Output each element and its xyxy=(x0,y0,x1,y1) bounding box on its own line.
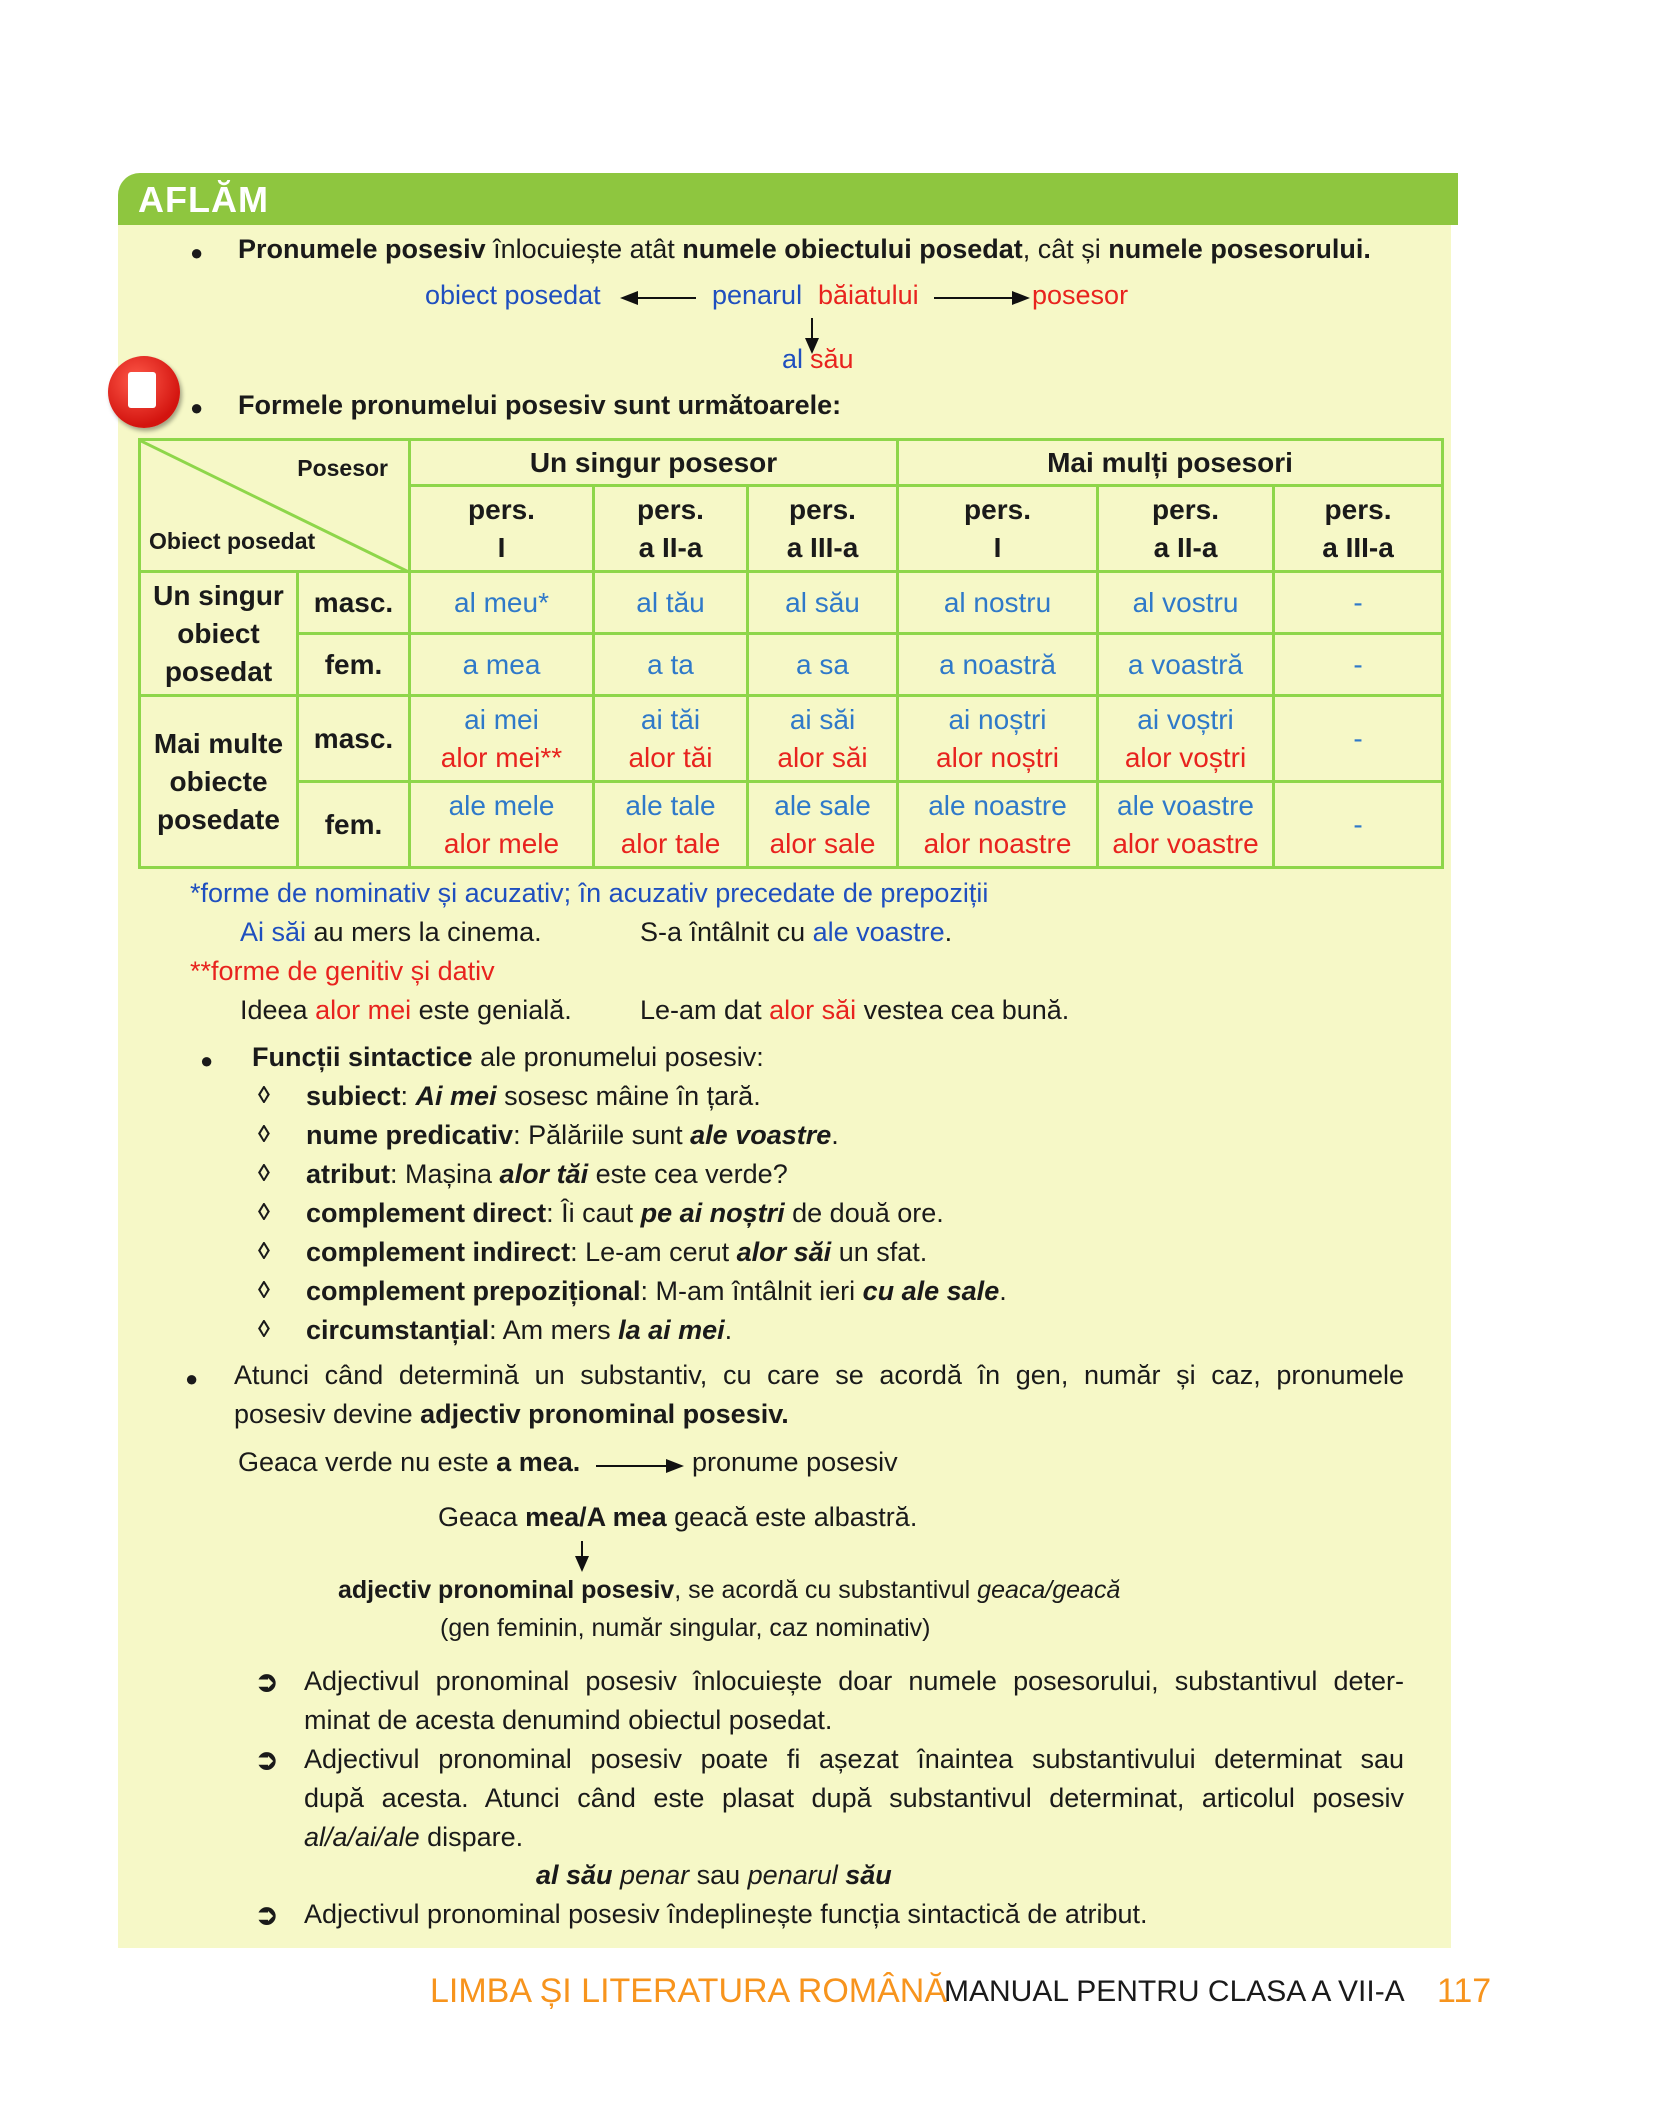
table-cell: ale noastre alor noastre xyxy=(898,782,1098,868)
diamond-bullet-icon: ◊ xyxy=(258,1121,270,1148)
function-item: complement direct: Îi caut pe ai noștri de două ore. xyxy=(306,1198,944,1228)
bullet-icon: ● xyxy=(185,1366,199,1391)
function-item: subiect: Ai mei sosesc mâine în țară. xyxy=(306,1081,761,1111)
intro-text: , cât și xyxy=(1022,234,1109,264)
arrow-right-icon xyxy=(666,1459,684,1473)
posesor-label: Posesor xyxy=(297,455,388,481)
term-obiect: numele obiectului posedat xyxy=(682,234,1023,264)
possessive-forms-table xyxy=(138,438,1444,869)
section-title: AFLĂM xyxy=(138,179,269,220)
gender-fem: fem. xyxy=(298,634,410,696)
diagram-sau: său xyxy=(810,344,854,374)
table-cell: a sa xyxy=(748,634,898,696)
arrow-down-icon xyxy=(575,1556,589,1572)
rule-line: al/a/ai/ale dispare. xyxy=(304,1822,524,1852)
table-cell: al meu* xyxy=(410,572,594,634)
table-cell: ai voștri alor voștri xyxy=(1098,696,1274,782)
curved-arrow-icon: ➲ xyxy=(255,1744,279,1775)
gender-masc: masc. xyxy=(298,572,410,634)
table-cell: ai tăi alor tăi xyxy=(594,696,748,782)
un-singur-posesor-header: Un singur posesor xyxy=(410,440,898,486)
curved-arrow-icon: ➲ xyxy=(255,1666,279,1697)
table-cell: ale sale alor sale xyxy=(748,782,898,868)
footer-subtitle: MANUAL PENTRU CLASA A VII-A xyxy=(944,1975,1405,2008)
diagram-baiatului: băiatului xyxy=(818,280,919,310)
function-item: circumstanțial: Am mers la ai mei. xyxy=(306,1315,733,1345)
obiect-posedat-label: Obiect posedat xyxy=(149,528,316,554)
arrow-line xyxy=(934,297,1014,299)
adjective-paragraph-line: Atunci când determină un substantiv, cu care se acordă în gen, număr și caz, pronumele xyxy=(234,1360,1404,1390)
table-cell: a voastră xyxy=(1098,634,1274,696)
corner-header-cell xyxy=(140,440,410,572)
functions-heading: Funcții sintactice ale pronumelui posesiv: xyxy=(252,1042,764,1072)
adjective-features: (gen feminin, număr singular, caz nominativ) xyxy=(440,1614,931,1642)
pers-header: pers. a II-a xyxy=(594,486,748,572)
table-cell: - xyxy=(1274,634,1443,696)
note-example: Ideea alor mei este genială. xyxy=(240,995,572,1025)
rule-line: Adjectivul pronominal posesiv poate fi așezat înaintea substantivului determinat sau xyxy=(304,1744,1404,1774)
table-cell: - xyxy=(1274,572,1443,634)
note-example: S-a întâlnit cu ale voastre. xyxy=(640,917,953,947)
table-cell: ale tale alor tale xyxy=(594,782,748,868)
function-item: complement prepozițional: M-am întâlnit ieri cu ale sale. xyxy=(306,1276,1007,1306)
pers-header: pers. I xyxy=(898,486,1098,572)
note-example: Ai săi au mers la cinema. xyxy=(240,917,542,947)
diamond-bullet-icon: ◊ xyxy=(258,1316,270,1343)
rule-line: Adjectivul pronominal posesiv îndeplinește funcția sintactică de atribut. xyxy=(304,1899,1148,1929)
table-cell: a mea xyxy=(410,634,594,696)
diamond-bullet-icon: ◊ xyxy=(258,1082,270,1109)
table-cell: al tău xyxy=(594,572,748,634)
diagram-al: al xyxy=(782,344,804,374)
diagram-penarul: penarul xyxy=(712,280,803,310)
diamond-bullet-icon: ◊ xyxy=(258,1277,270,1304)
table-cell: - xyxy=(1274,782,1443,868)
arrow-line xyxy=(636,297,696,299)
table-cell: ale mele alor mele xyxy=(410,782,594,868)
table-cell: al nostru xyxy=(898,572,1098,634)
bullet-icon: ● xyxy=(200,1048,214,1073)
table-cell: - xyxy=(1274,696,1443,782)
note-nominativ: *forme de nominativ și acuzativ; în acuzativ precedate de prepoziții xyxy=(190,878,989,908)
table-cell: ai mei alor mei** xyxy=(410,696,594,782)
table-cell: ai noștri alor noștri xyxy=(898,696,1098,782)
gender-fem: fem. xyxy=(298,782,410,868)
diamond-bullet-icon: ◊ xyxy=(258,1199,270,1226)
bullet-icon: ● xyxy=(190,240,204,265)
gender-masc: masc. xyxy=(298,696,410,782)
table-cell: ai săi alor săi xyxy=(748,696,898,782)
pers-header: pers. a II-a xyxy=(1098,486,1274,572)
group-un-singur-obiect: Un singur obiect posedat xyxy=(140,572,298,696)
footer-title: LIMBA ȘI LITERATURA ROMÂNĂ xyxy=(430,1972,948,2010)
note-example: Le-am dat alor săi vestea cea bună. xyxy=(640,995,1070,1025)
notebook-icon xyxy=(108,356,180,428)
intro-sentence xyxy=(238,234,1371,265)
bullet-icon: ● xyxy=(190,395,204,420)
intro-text: înlocuiește atât xyxy=(485,234,683,264)
adjective-explanation: adjectiv pronominal posesiv, se acordă cu substantivul geaca/geacă xyxy=(338,1576,1121,1604)
curved-arrow-icon: ➲ xyxy=(255,1899,279,1930)
function-item: nume predicativ: Pălăriile sunt ale voastre. xyxy=(306,1120,839,1150)
diagram-posesor: posesor xyxy=(1032,280,1129,310)
table-cell: a noastră xyxy=(898,634,1098,696)
function-item: atribut: Mașina alor tăi este cea verde? xyxy=(306,1159,788,1189)
group-mai-multe-obiecte: Mai multe obiecte posedate xyxy=(140,696,298,868)
mai-multi-posesori-header: Mai mulți posesori xyxy=(898,440,1443,486)
pers-header: pers. I xyxy=(410,486,594,572)
diagram-obiect-posedat: obiect posedat xyxy=(425,280,601,310)
term-posesor: numele posesorului. xyxy=(1108,234,1371,264)
table-cell: al vostru xyxy=(1098,572,1274,634)
pers-header: pers. a III-a xyxy=(748,486,898,572)
rule-line: Adjectivul pronominal posesiv înlocuiește doar numele posesorului, substantivul deter- xyxy=(304,1666,1404,1696)
table-cell: ale voastre alor voastre xyxy=(1098,782,1274,868)
section-header xyxy=(118,173,1458,225)
example-line: Geaca mea/A mea geacă este albastră. xyxy=(438,1502,918,1532)
rule-line: minat de acesta denumind obiectul posedat. xyxy=(304,1705,833,1735)
table-cell: al său xyxy=(748,572,898,634)
pers-header: pers. a III-a xyxy=(1274,486,1443,572)
rule-example: al său penar sau penarul său xyxy=(536,1860,892,1890)
rule-line: după acesta. Atunci când este plasat după substantivul determinat, articolul posesiv xyxy=(304,1783,1404,1813)
pronume-posesiv-label: pronume posesiv xyxy=(692,1447,898,1477)
table-cell: a ta xyxy=(594,634,748,696)
adjective-paragraph-line: posesiv devine adjectiv pronominal posesiv. xyxy=(234,1399,789,1429)
function-item: complement indirect: Le-am cerut alor săi un sfat. xyxy=(306,1237,928,1267)
diamond-bullet-icon: ◊ xyxy=(258,1238,270,1265)
forms-heading: Formele pronumelui posesiv sunt următoarele: xyxy=(238,390,842,420)
arrow-right-icon xyxy=(1012,291,1030,305)
example-line: Geaca verde nu este a mea. xyxy=(238,1447,581,1477)
term-pronume-posesiv: Pronumele posesiv xyxy=(238,234,486,264)
arrow-line xyxy=(596,1465,668,1467)
diamond-bullet-icon: ◊ xyxy=(258,1160,270,1187)
note-genitiv: **forme de genitiv și dativ xyxy=(190,956,495,986)
page-number: 117 xyxy=(1437,1972,1492,2010)
